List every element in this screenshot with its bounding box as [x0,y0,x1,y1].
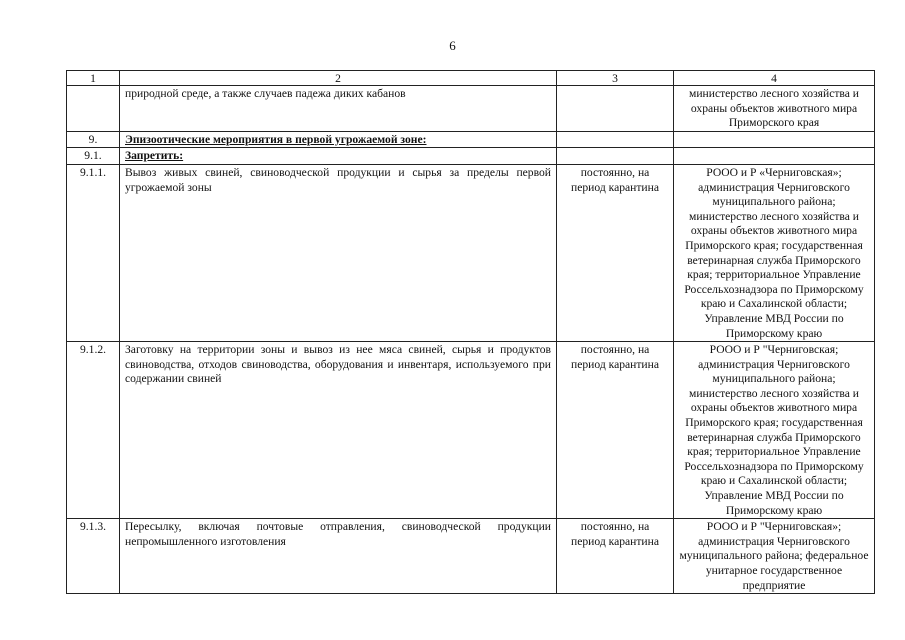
period-cell: постоянно, на период карантина [557,164,674,341]
period-cell: постоянно, на период карантина [557,519,674,594]
period-cell: постоянно, на период карантина [557,342,674,519]
period-cell [557,148,674,165]
responsible-cell: РООО и Р "Черниговская»; администрация Черниговского муниципального района; федеральное унитарное государственное предприятие [674,519,875,594]
period-cell [557,86,674,132]
column-header: 2 [120,71,557,86]
item-number: 9.1.3. [67,519,120,594]
table-row [67,131,875,148]
table-row [67,164,875,341]
item-number: 9.1.1. [67,164,120,341]
item-number [67,86,120,132]
measures-table [66,70,875,594]
table-row [67,342,875,519]
responsible-cell: министерство лесного хозяйства и охраны объектов животного мира Приморского края [674,86,875,132]
section-number: 9. [67,131,120,148]
subsection-title: Запретить: [120,148,557,165]
responsible-cell: РООО и Р "Черниговская; администрация Черниговского муниципального района; министерство лесного хозяйства и охраны объектов животного мира Приморского края; государственная ветеринарная служба Приморского края; территориальное Управление Россельхознадзора по Приморскому краю и Сахалинской области; Управление МВД России по Приморскому краю [674,342,875,519]
responsible-cell: РООО и Р «Черниговская»; администрация Черниговского муниципального района; министерство лесного хозяйства и охраны объектов животного мира Приморского края; государственная ветеринарная служба Приморского края; территориальное Управление Россельхознадзора по Приморскому краю и Сахалинской области; Управление МВД России по Приморскому краю [674,164,875,341]
section-title: Эпизоотические мероприятия в первой угрожаемой зоне: [120,131,557,148]
responsible-cell [674,148,875,165]
responsible-cell [674,131,875,148]
column-header: 1 [67,71,120,86]
measure-text: Вывоз живых свиней, свиноводческой продукции и сырья за пределы первой угрожаемой зоны [120,164,557,341]
table-header-row [67,71,875,86]
item-number: 9.1. [67,148,120,165]
page-number: 6 [449,38,456,53]
table-row [67,148,875,165]
item-number: 9.1.2. [67,342,120,519]
measure-text: природной среде, а также случаев падежа диких кабанов [120,86,557,132]
column-header: 4 [674,71,875,86]
column-header: 3 [557,71,674,86]
measure-text: Пересылку, включая почтовые отправления, свиноводческой продукции непромышленного изготовления [120,519,557,594]
measure-text: Заготовку на территории зоны и вывоз из нее мяса свиней, сырья и продуктов свиноводства, отходов свиноводства, оборудования и инвентаря, используемого при содержании свиней [120,342,557,519]
table-row [67,519,875,594]
period-cell [557,131,674,148]
table-row [67,86,875,132]
